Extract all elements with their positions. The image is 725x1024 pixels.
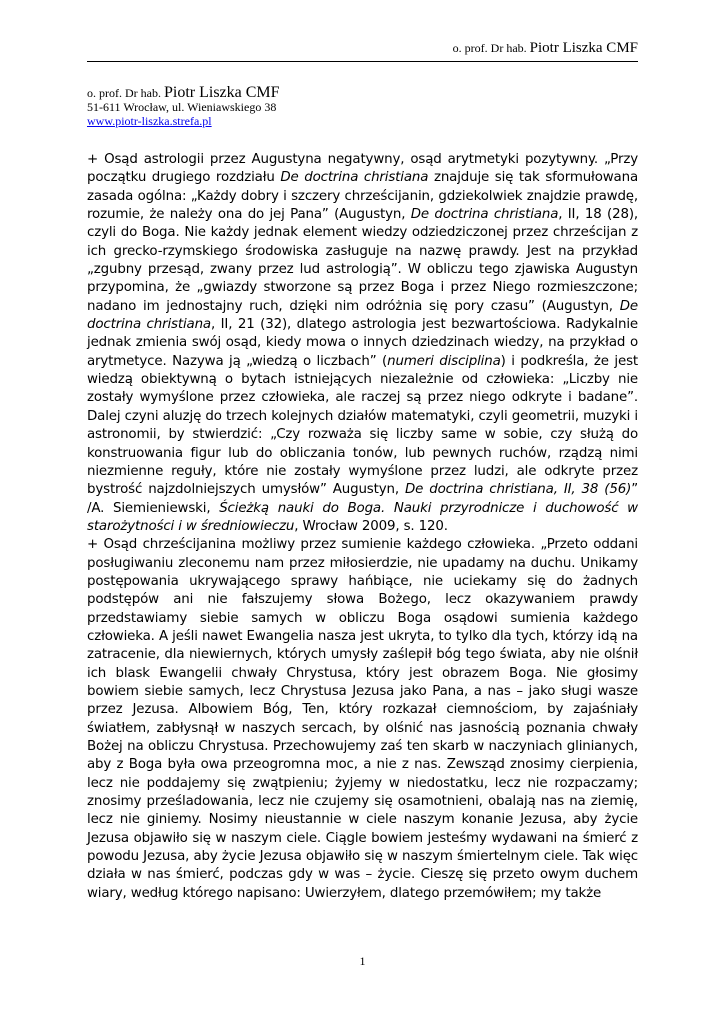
document-body bbox=[87, 151, 638, 903]
page-number: 1 bbox=[359, 954, 366, 968]
address-author-name: Piotr Liszka CMF bbox=[163, 84, 280, 101]
paragraph-astrology: + Osąd astrologii przez Augustyna negatywny, osąd arytmetyki pozytywny. „Przy początku drugiego rozdziału De doctrina christiana znajduje się tak sformułowana zasada ogólna: „Każdy dobry i szczery chrześcijanin, gdziekolwiek znajdzie prawdę, rozumie, że należy ona do jej Pana” (Augustyn, De doctrina christiana, II, 18 (28), czyli do Boga. Nie każdy jednak element wiedzy odziedziczonej przez chrześcijan z ich grecko-rzymskiego środowiska zasługuje na nazwę prawdy. Jest na przykład „zgubny przesąd, zwany przez lud astrologią”. W obliczu tego zjawiska Augustyn przypomina, że „gwiazdy stworzone są przez Boga i przez Niego rozmieszczone; nadano im jednostajny ruch, dzięki nim odróżnia się pory czasu” (Augustyn, De doctrina christiana, II, 21 (32), dlatego astrologia jest bezwartościowa. Radykalnie jednak zmienia swój osąd, kiedy mowa o innych dziedzinach wiedzy, na przykład o arytmetyce. Nazywa ją „wiedzą o liczbach” (numeri disciplina) i podkreśla, że jest wiedzą obiektywną o bytach istniejących niezależnie od człowieka: „Liczby nie zostały wymyślone przez człowieka, ale raczej są przez niego odkryte i badane”. Dalej czyni aluzję do trzech kolejnych działów matematyki, czyli geometrii, muzyki i astronomii, by stwierdzić: „Czy rozważa się liczby same w sobie, czy służą do konstruowania figur lub do obliczania tonów, lub pewnych ruchów, rządzą nimi niezmienne reguły, które nie zostały wymyślone przez ludzi, ale odkryte przez bystrość najzdolniejszych umysłów” Augustyn, De doctrina christiana, II, 38 (56)” /A. Siemieniewski, Ścieżką nauki do Boga. Nauki przyrodnicze i duchowość w starożytności i w średniowieczu, Wrocław 2009, s. 120. bbox=[87, 152, 639, 534]
header-author-name: Piotr Liszka CMF bbox=[529, 40, 638, 56]
website-link[interactable]: www.piotr-liszka.strefa.pl bbox=[87, 114, 212, 128]
author-address-block bbox=[87, 86, 280, 128]
address-title-prefix: o. prof. Dr hab. bbox=[87, 86, 161, 100]
header-title-prefix: o. prof. Dr hab. bbox=[452, 41, 527, 55]
paragraph-conscience: + Osąd chrześcijanina możliwy przez sumienie każdego człowieka. „Przeto oddani posługiwaniu zleconemu nam przez miłosierdzie, nie upadamy na duchu. Unikamy postępowania ukrywającego sprawy hańbiące, nie uciekamy się do żadnych podstępów ani nie fałszujemy słowa Bożego, lecz okazywaniem prawdy przedstawiamy siebie samych w obliczu Boga osądowi sumienia każdego człowieka. A jeśli nawet Ewangelia nasza jest ukryta, to tylko dla tych, którzy idą na zatracenie, dla niewiernych, których umysły zaślepił bóg tego świata, aby nie olśnił ich blask Ewangelii chwały Chrystusa, który jest obrazem Boga. Nie głosimy bowiem siebie samych, lecz Chrystusa Jezusa jako Pana, a nas – jako sługi wasze przez Jezusa. Albowiem Bóg, Ten, który rozkazał ciemnościom, by zajaśniały światłem, zabłysnął w naszych sercach, by olśnić nas jasnością poznania chwały Bożej na obliczu Chrystusa. Przechowujemy zaś ten skarb w naczyniach glinianych, aby z Boga była owa przeogromna moc, a nie z nas. Zewsząd znosimy cierpienia, lecz nie poddajemy się zwątpieniu; żyjemy w niedostatku, lecz nie rozpaczamy; znosimy prześladowania, lecz nie czujemy się osamotnieni, obalają nas na ziemię, lecz nie giniemy. Nosimy nieustannie w ciele naszym konanie Jezusa, aby życie Jezusa objawiło się w naszym ciele. Ciągle bowiem jesteśmy wydawani na śmierć z powodu Jezusa, aby życie Jezusa objawiło się w naszym śmiertelnym ciele. Tak więc działa w nas śmierć, podczas gdy w was – życie. Cieszę się przeto owym duchem wiary, według którego napisano: Uwierzyłem, dlatego przemówiłem; my także bbox=[87, 537, 638, 901]
page-header bbox=[87, 40, 638, 62]
address-street: 51-611 Wrocław, ul. Wieniawskiego 38 bbox=[87, 100, 277, 114]
